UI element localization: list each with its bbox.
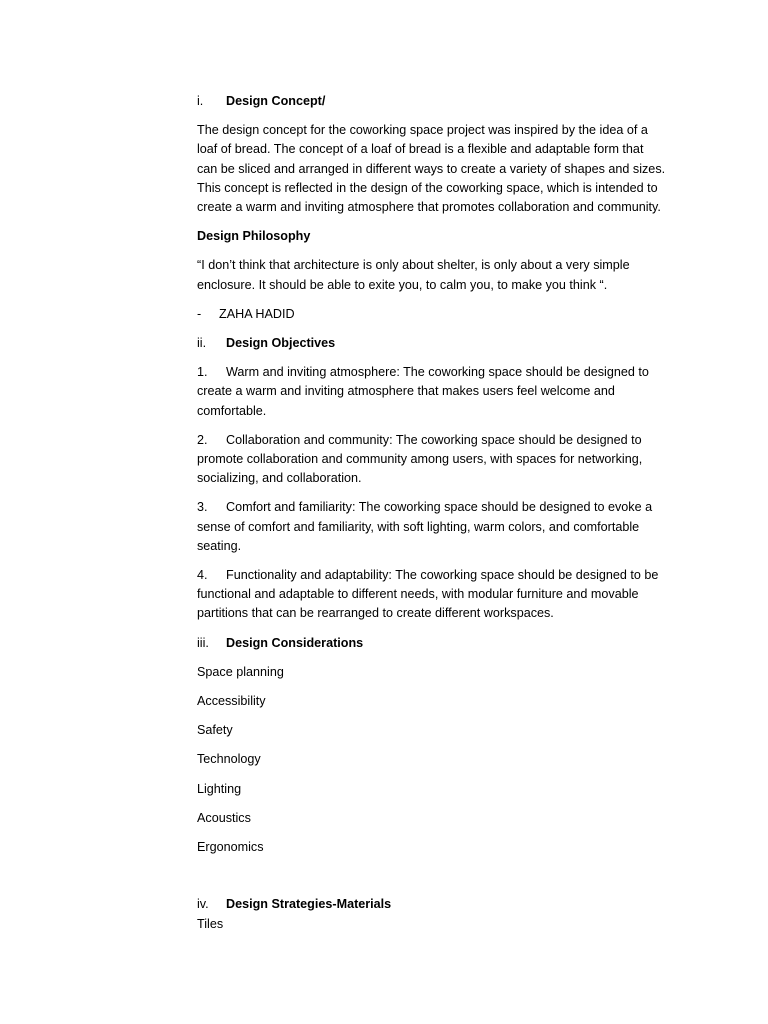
consideration-item: Accessibility [197,694,266,709]
consideration-item: Safety [197,723,233,738]
consideration-item: Space planning [197,664,284,679]
objective-item [197,431,667,489]
section-number: ii. [197,336,207,351]
section-number: i. [197,94,204,108]
section-title: Design Strategies-Materials [226,897,392,912]
objective-text: Comfort and familiarity: The coworking space should be designed to evoke a sense of comfort and familiarity, with soft lighting, warm colors, and comfortable seating. [197,500,653,553]
objective-number: 3. [197,500,208,515]
design-philosophy-heading: Design Philosophy [197,229,311,244]
objective-number: 4. [197,568,208,583]
section-number: iii. [197,635,209,650]
objective-text: Warm and inviting atmosphere: The coworking space should be designed to create a warm and inviting atmosphere that makes users feel welcome and comfortable. [197,365,649,418]
objective-number: 1. [197,365,208,380]
section-heading-design-considerations [197,634,667,653]
section-title: Design Objectives [226,336,336,351]
section-heading-design-strategies [197,895,667,914]
quote-attribution [197,305,667,324]
philosophy-quote: “I don’t think that architecture is only about shelter, is only about a very simple enclosure. It should be able to exite you, to calm you, to make you think “. [197,258,630,292]
objective-number: 2. [197,432,208,447]
attribution-author: ZAHA HADID [219,306,295,321]
section-title: Design Concept/ [226,94,326,108]
consideration-item: Technology [197,752,261,767]
consideration-item: Ergonomics [197,840,264,855]
objective-text: Collaboration and community: The coworking space should be designed to promote collaboration and community among users, with spaces for networking, socializing, and collaboration. [197,432,643,486]
material-item: Tiles [197,916,224,931]
section-heading-design-objectives [197,334,667,353]
consideration-item: Acoustics [197,810,251,825]
objective-item [197,498,667,556]
section-heading-design-concept [197,92,667,111]
objective-item [197,363,667,421]
section-title: Design Considerations [226,635,364,650]
attribution-dash: - [197,306,202,321]
consideration-item: Lighting [197,781,242,796]
objective-text: Functionality and adaptability: The coworking space should be designed to be functional and adaptable to different needs, with modular furniture and movable partitions that can be rearranged to create different workspaces. [197,568,659,621]
design-concept-paragraph: The design concept for the coworking space project was inspired by the idea of a loaf of bread. The concept of a loaf of bread is a flexible and adaptable form that can be sliced and arranged in different ways to create a variety of shapes and sizes. This concept is reflected in the design of the coworking space, which is intended to create a warm and inviting atmosphere that promotes collaboration and community. [197,123,666,215]
document-content [197,92,667,934]
section-spacer [197,867,667,895]
objective-item [197,566,667,624]
section-number: iv. [197,897,209,912]
